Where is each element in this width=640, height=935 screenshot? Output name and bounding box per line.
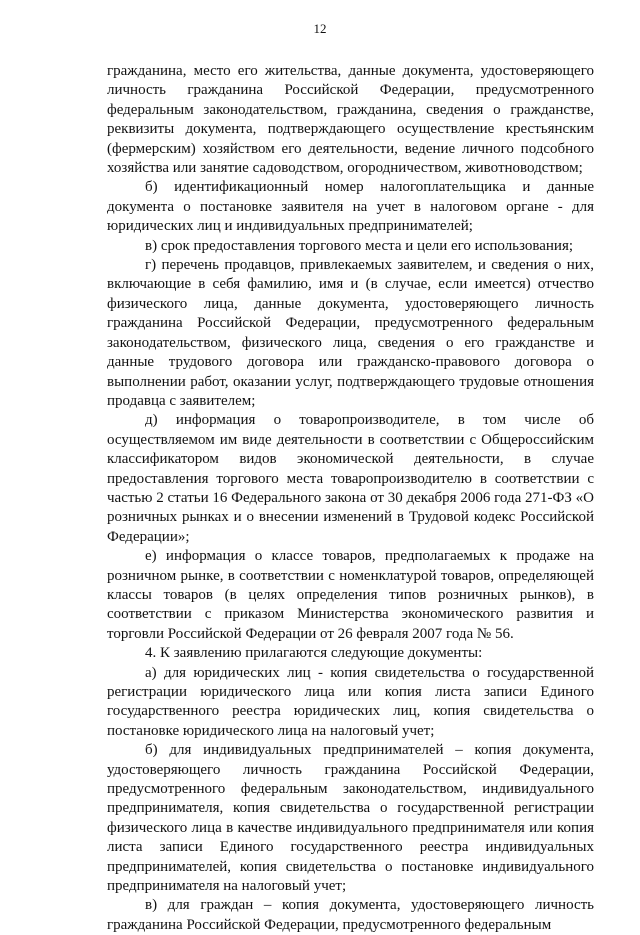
paragraph-item-b-tax-id: б) идентификационный номер налогоплательщика и данные документа о постановке заявителя на учет в налоговом органе - для юридических лиц и индивидуальных предпринимателей; xyxy=(107,179,594,235)
paragraph-item-a-legal-entities: а) для юридических лиц - копия свидетельства о государственной регистрации юридического лица или копия листа записи Единого государственного реестра юридических лиц, копия свидетельства о постановке юридического лица на налоговый учет; xyxy=(107,664,594,739)
document-body xyxy=(107,62,594,935)
paragraph-item-g-sellers: г) перечень продавцов, привлекаемых заявителем, и сведения о них, включающие в себя фамилию, имя и (в случае, если имеется) отчество физического лица, данные документа, удостоверяющего личность гражданина Российской Федерации, предусмотренного федеральным законодательством, физического лица, сведения о его гражданстве и данные трудового договора или гражданско-правового договора о выполнении работ, оказании услуг, подтверждающего трудовые отношения продавца с заявителем; xyxy=(107,257,594,409)
paragraph-item-d-producer: д) информация о товаропроизводителе, в том числе об осуществляемом им виде деятельности в соответствии с Общероссийским классификатором видов экономической деятельности, в случае предоставления торгового места товаропроизводителю в соответствии с частью 2 статьи 16 Федерального закона от 30 декабря 2006 года 271-ФЗ «О розничных рынках и о внесении изменений в Трудовой кодекс Российской Федерации»; xyxy=(107,412,594,545)
paragraph-continuation: гражданина, место его жительства, данные документа, удостоверяющего личность гражданина Российской Федерации, предусмотренного федеральным законодательством, гражданина, сведения о гражданстве, реквизиты документа, подтверждающего осуществление крестьянским (фермерским) хозяйством его деятельности, ведение личного подсобного хозяйства или занятие садоводством, огородничеством, животноводством; xyxy=(107,63,594,177)
paragraph-section-4-heading: 4. К заявлению прилагаются следующие документы: xyxy=(145,645,483,662)
paragraph-item-b-entrepreneurs: б) для индивидуальных предпринимателей – копия документа, удостоверяющего личность гражданина Российской Федерации, предусмотренного федеральным законодательством, индивидуального предпринимателя, копия свидетельства о государственной регистрации физического лица в качестве индивидуального предпринимателя или копия листа записи Единого государственного реестра индивидуальных предпринимателей, копия свидетельства о постановке индивидуального предпринимателя на налоговый учет; xyxy=(107,742,594,895)
page-number: 12 xyxy=(313,21,327,36)
paragraph-item-e-goods-class: е) информация о классе товаров, предполагаемых к продаже на розничном рынке, в соответствии с номенклатурой товаров, определяющей классы товаров (в целях определения типов розничных рынков), в соответствии с приказом Министерства экономического развития и торговли Российской Федерации от 26 февраля 2007 года № 56. xyxy=(107,548,594,642)
paragraph-item-v-term: в) срок предоставления торгового места и цели его использования; xyxy=(145,237,574,254)
paragraph-item-v-citizens: в) для граждан – копия документа, удостоверяющего личность гражданина Российской Федерации, предусмотренного федеральным xyxy=(107,897,594,933)
